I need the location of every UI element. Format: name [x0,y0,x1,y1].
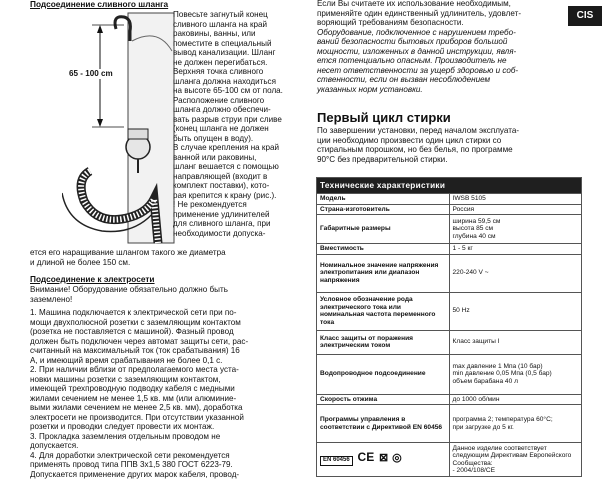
text-line: Внимание! Оборудование обязательно должно быть [30,285,228,294]
electrical-section-title: Подсоединение к электросети [30,274,155,284]
text-line: должен быть подключен через автомат защиты сети, рас- [30,336,249,346]
table-row [317,194,582,205]
text-line: мощи двухполюсной розетки с заземляющим контактом [30,317,241,327]
spec-key: Модель [317,194,450,205]
text-line: Оборудование, подключенное с нарушением требо- [317,27,516,37]
spec-key: Водопроводное подсоединение [317,354,450,394]
text-line: 3. Прокладка заземления отдельным проводом не [30,431,221,441]
spec-value: до 1000 об/мин [449,394,582,405]
text-line: считанный на максимальный ток (ток срабатывания) 16 [30,346,240,355]
table-row [317,354,582,394]
text-line: ции необходимо произвести один цикл стирки со [317,135,502,145]
text-line: вать разрыв струи при сливе [173,114,282,124]
text-line: жилами сечением не менее 1,5 кв. мм (или алюминие- [30,393,237,403]
text-line: и длиной не более 150 см. [30,257,131,267]
text-line: шланга должна находиться [173,76,276,86]
text-line: В случае крепления на край [173,143,279,152]
extension-cord-note [317,0,567,94]
electrical-instructions [30,285,312,479]
hose-section-title: Подсоединение сливного шланга [30,0,169,9]
spec-key: Класс защиты от поражения электрическим током [317,330,450,354]
text-line: ! Не рекомендуется [173,200,247,209]
spec-key: Габаритные размеры [317,215,450,244]
text-line: ваний безопасности бытовых приборов большой [317,37,508,46]
specs-table [316,177,582,477]
spec-value: IWSB 5105 [449,194,582,205]
text-line: имеющей трехпроводную подводку кабеля с медными [30,384,235,393]
text-line: заземлено! [30,294,73,304]
spec-value: max давление 1 Мпа (10 бар) min давление 0,05 Мпа (0,5 бар) объем барабана 40 л [449,354,582,394]
text-line: 2. При наличии вблизи от предполагаемого места уста- [30,365,239,374]
table-row [317,244,582,255]
compliance-marks-cell [317,443,450,477]
spec-value: Класс защиты I [449,330,582,354]
text-line: (конец шланга не должен [173,124,269,133]
table-row [317,443,582,477]
text-line: мощности, изложенных в данной инструкции, явля- [317,46,517,56]
spec-value: программа 2; температура 60°С; при загрузке до 5 кг. [449,405,582,443]
spec-value: ширина 59,5 см высота 85 см глубина 40 см [449,215,582,244]
text-line: Расположение сливного [173,95,265,105]
text-line: вывод канализации. Шланг [173,48,276,57]
hose-instructions [173,10,307,238]
text-line: воряющий требованиям безопасности. [317,18,464,27]
text-line: выми жилами сечением не менее 2,5 кв. мм), доработка [30,403,243,412]
table-row [317,254,582,292]
table-row [317,330,582,354]
spec-value: 1 - 5 кг [449,244,582,255]
first-cycle-title: Первый цикл стирки [317,110,451,125]
spec-key: Вместимость [317,244,450,255]
table-row [317,204,582,215]
height-dimension-label: 65 - 100 cm [69,69,113,78]
text-line: сливного шланга на край [173,19,268,29]
text-line: применять провод типа ППВ 3х1,5 380 ГОСТ 6223-79. [30,460,233,469]
text-line: рая крепится к крану (рис.). [173,190,277,200]
spec-key-text: Программы управления в соответствии с Директивой EN 60456 [320,416,443,431]
text-line: быть опущен в воду). [173,133,254,143]
text-line: направляющей (входит в [173,171,268,181]
text-line: указанных норм установки. [317,84,423,94]
text-line: ется его наращивание шлангом такого же диаметра [30,248,226,257]
spec-key [317,405,450,443]
first-cycle-text [317,126,567,164]
text-line: Верхняя точка сливного [173,67,264,76]
text-line: не должен перегибаться. [173,57,268,67]
text-line: новки машины розетки с заземляющим контактом, [30,374,221,384]
text-line: ванной или раковины, [173,152,257,162]
text-line: ется потенциально опасным. Производитель не [317,56,507,65]
table-row [317,405,582,443]
text-line: электросети не производится. При отсутствии указанной [30,412,244,422]
spec-key: Страна-изготовитель [317,204,450,215]
ce-mark-icon: CE [357,450,375,465]
hose-instructions-cont [30,248,310,267]
specs-table-wrapper [316,177,582,477]
text-line: поместите в специальный [173,38,272,48]
text-line: 4. Для доработки электрической сети рекомендуется [30,450,230,460]
text-line: на высоте 65-100 см от пола. [173,86,283,95]
text-line: 90°С без предварительной стирки. [317,154,448,164]
text-line: Допускается применение других марок кабеля, провод- [30,469,240,479]
text-line: стиральным порошком, но без белья, по программе [317,145,513,154]
table-row [317,292,582,330]
specs-title: Технические характеристики [317,178,582,194]
spec-value: 220-240 V ~ [449,254,582,292]
text-line: Если Вы считаете их использование необходимым, [317,0,511,8]
text-line: несет ответственности за ущерб здоровью и соб- [317,65,519,75]
text-line: для сливного шланга, при [173,219,271,228]
recycle-bin-icon: ⊠ [379,452,389,465]
text-line: допускается. [30,441,79,450]
table-row [317,394,582,405]
en-mark: EN 60456 [320,456,353,466]
spec-key: Условное обозначение рода электрического тока или номинальная частота переменного тока [317,292,450,330]
text-line: 1. Машина подключается к электрической сети при по- [30,308,237,317]
text-line: шланг вешается с помощью [173,162,279,171]
text-line: Повесьте загнутый конец [173,10,268,19]
spec-value: Данное изделие соответствует следующим Директивам Европейского Сообщества: - 2004/108/CE [449,443,582,477]
text-line: По завершении установки, перед началом эксплуата- [317,126,520,135]
drain-hose-illustration [62,11,176,247]
text-line: А, и имеющий время срабатывания не более 0,1 с. [30,355,223,365]
text-line: раковины, ванны, или [173,29,256,38]
text-line: комплект поставки), кото- [173,181,270,190]
language-badge: CIS [568,6,602,26]
spec-key: Номинальное значение напряжения электропитания или диапазон напряжения [317,254,450,292]
text-line: шланга должно обеспечи- [173,105,271,114]
spec-value: 50 Hz [449,292,582,330]
text-line: (розетка не поставляется с машиной). Фазный провод [30,327,234,336]
text-line: ственности, если он вызван несоблюдением [317,75,491,84]
text-line: розетки и проводки следует провести их монтаж. [30,422,215,431]
table-row [317,215,582,244]
certification-icon: ◎ [392,452,402,465]
text-line: применяйте один единственный удлинитель, удовлет- [317,8,522,18]
spec-value: Россия [449,204,582,215]
text-line: применение удлинителей [173,209,270,219]
text-line: необходимости допуска- [173,228,266,238]
spec-key: Скорость отжима [317,394,450,405]
